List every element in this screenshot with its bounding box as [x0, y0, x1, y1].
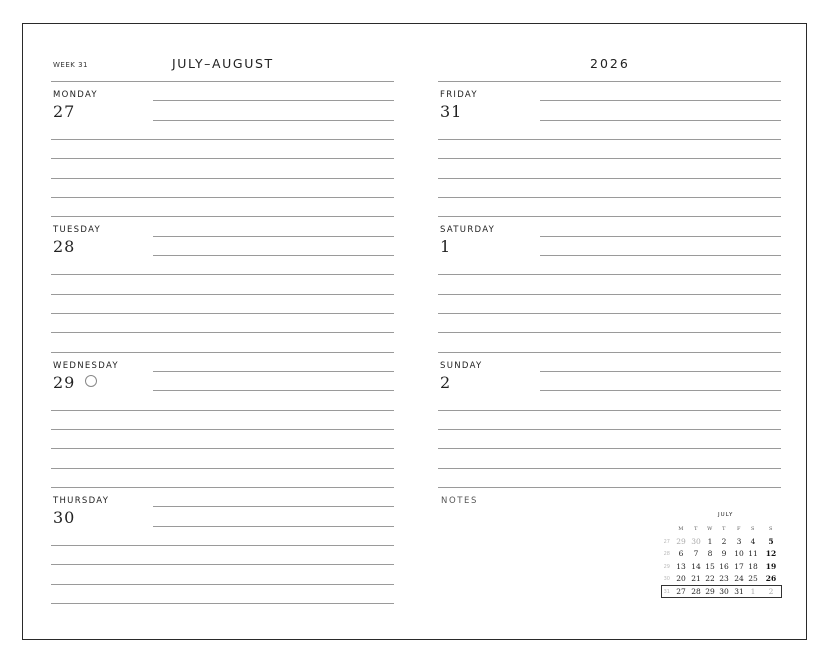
writing-line: [153, 120, 394, 121]
writing-line: [540, 371, 781, 372]
mini-calendar-day: 9: [721, 549, 727, 559]
writing-line: [540, 120, 781, 121]
day-number-text: 1: [440, 237, 452, 257]
mini-calendar-weekday: M: [678, 526, 684, 532]
writing-line: [438, 332, 781, 333]
day-number: [53, 104, 75, 120]
writing-line: [51, 139, 394, 140]
mini-calendar-day: 22: [705, 574, 715, 584]
mini-calendar-day: 6: [678, 549, 684, 559]
writing-line: [51, 429, 394, 430]
mini-calendar-day: 4: [750, 537, 756, 546]
writing-line: [438, 313, 781, 314]
writing-line: [438, 139, 781, 140]
day-number-text: 30: [53, 507, 76, 527]
mini-calendar-day: 19: [765, 561, 777, 571]
mini-calendar-day: 20: [676, 574, 686, 584]
mini-calendar-weekday: W: [707, 526, 713, 532]
writing-line: [153, 371, 394, 372]
mini-calendar-day: 18: [748, 561, 758, 571]
writing-line: [153, 100, 394, 101]
writing-line: [51, 313, 394, 314]
writing-line: [51, 468, 394, 469]
day-name: FRIDAY: [440, 90, 478, 100]
notes-top-rule: [438, 487, 781, 488]
day-number-text: 31: [440, 102, 463, 121]
mini-calendar-day: 2: [721, 537, 727, 546]
day-top-rule: [51, 81, 394, 82]
day-number: [53, 507, 76, 527]
mini-calendar-weekday: S: [769, 526, 773, 532]
writing-line: [51, 564, 394, 565]
day-name: SUNDAY: [440, 360, 483, 371]
writing-line: [438, 468, 781, 469]
mini-calendar-day: 3: [736, 537, 742, 546]
current-week-highlight: [661, 585, 782, 598]
mini-calendar-day: 24: [734, 574, 744, 584]
mini-calendar-day: 16: [719, 561, 729, 571]
mini-calendar-weekday: F: [737, 526, 741, 532]
day-name: TUESDAY: [53, 225, 102, 236]
writing-line: [153, 526, 394, 527]
mini-calendar-day: 29: [705, 586, 715, 596]
writing-line: [438, 158, 781, 159]
writing-line: [51, 274, 394, 275]
writing-line: [540, 255, 781, 256]
writing-line: [51, 545, 394, 546]
day-top-rule: [438, 352, 781, 353]
writing-line: [438, 197, 781, 198]
writing-line: [51, 197, 394, 198]
mini-calendar-day: 10: [734, 549, 744, 559]
writing-line: [438, 274, 781, 275]
mini-calendar-week-number: 31: [663, 588, 670, 595]
writing-line: [540, 390, 781, 391]
day-name: MONDAY: [53, 90, 98, 100]
writing-line: [153, 390, 394, 391]
writing-line: [438, 429, 781, 430]
day-number-text: 2: [440, 372, 452, 392]
day-number-text: 29: [53, 372, 76, 392]
mini-calendar-week-number: 27: [663, 539, 670, 545]
mini-calendar-day: 27: [676, 586, 686, 596]
mini-calendar-day: 30: [719, 586, 729, 596]
year-title: 2026: [590, 56, 630, 71]
writing-line: [438, 410, 781, 411]
day-top-rule: [438, 81, 781, 82]
writing-line: [153, 236, 394, 237]
day-top-rule: [51, 216, 394, 217]
day-top-rule: [51, 352, 394, 353]
day-top-rule: [438, 216, 781, 217]
day-number: [53, 372, 97, 392]
writing-line: [153, 506, 394, 507]
mini-calendar-day: 1: [750, 586, 756, 596]
day-number-text: 27: [53, 102, 76, 121]
day-number: [440, 239, 451, 255]
mini-calendar-week-number: 28: [663, 551, 670, 558]
mini-calendar-day: 29: [676, 537, 686, 546]
mini-calendar-day: 31: [734, 586, 744, 596]
day-name: WEDNESDAY: [53, 360, 119, 371]
mini-calendar-day: 23: [719, 574, 729, 584]
mini-calendar-day: 2: [768, 586, 774, 596]
writing-line: [438, 294, 781, 295]
mini-calendar-day: 14: [691, 561, 701, 571]
mini-calendar-day: 7: [693, 549, 699, 559]
writing-line: [51, 448, 394, 449]
mini-calendar-weekday: T: [722, 526, 726, 532]
month-title: JULY–AUGUST: [172, 56, 274, 71]
writing-line: [51, 584, 394, 585]
writing-line: [153, 255, 394, 256]
mini-calendar-day: 11: [748, 549, 758, 559]
writing-line: [51, 332, 394, 333]
writing-line: [540, 236, 781, 237]
writing-line: [438, 448, 781, 449]
mini-calendar-day: 30: [691, 537, 701, 546]
writing-line: [51, 158, 394, 159]
writing-line: [51, 178, 394, 179]
week-number: WEEK 31: [53, 61, 88, 69]
day-number-text: 28: [53, 237, 76, 257]
day-number: [440, 104, 462, 120]
mini-calendar-weekday: T: [694, 526, 698, 532]
writing-line: [51, 410, 394, 411]
mini-calendar-day: 25: [748, 574, 758, 584]
mini-calendar-day: 12: [765, 549, 777, 559]
day-number: [440, 372, 452, 392]
writing-line: [438, 178, 781, 179]
mini-calendar-day: 21: [691, 574, 701, 584]
mini-calendar-week-number: 29: [663, 563, 670, 570]
mini-calendar-day: 28: [691, 586, 701, 596]
day-top-rule: [51, 487, 394, 488]
mini-calendar-week-number: 30: [663, 576, 670, 583]
mini-calendar-day: 5: [768, 537, 774, 546]
mini-calendar-day: 8: [707, 549, 713, 559]
moon-phase-icon: [85, 375, 97, 387]
mini-calendar-title: JULY: [718, 512, 734, 518]
writing-line: [51, 603, 394, 604]
day-name: THURSDAY: [53, 495, 110, 506]
writing-line: [540, 100, 781, 101]
mini-calendar-day: 17: [734, 561, 744, 571]
mini-calendar-day: 1: [707, 537, 713, 546]
notes-label: NOTES: [441, 496, 479, 506]
mini-calendar-day: 15: [705, 561, 715, 571]
day-name: SATURDAY: [440, 225, 496, 236]
day-number: [53, 239, 75, 255]
mini-calendar-day: 26: [765, 574, 777, 584]
mini-calendar-day: 13: [676, 561, 686, 571]
mini-calendar-weekday: S: [751, 526, 755, 532]
writing-line: [51, 294, 394, 295]
